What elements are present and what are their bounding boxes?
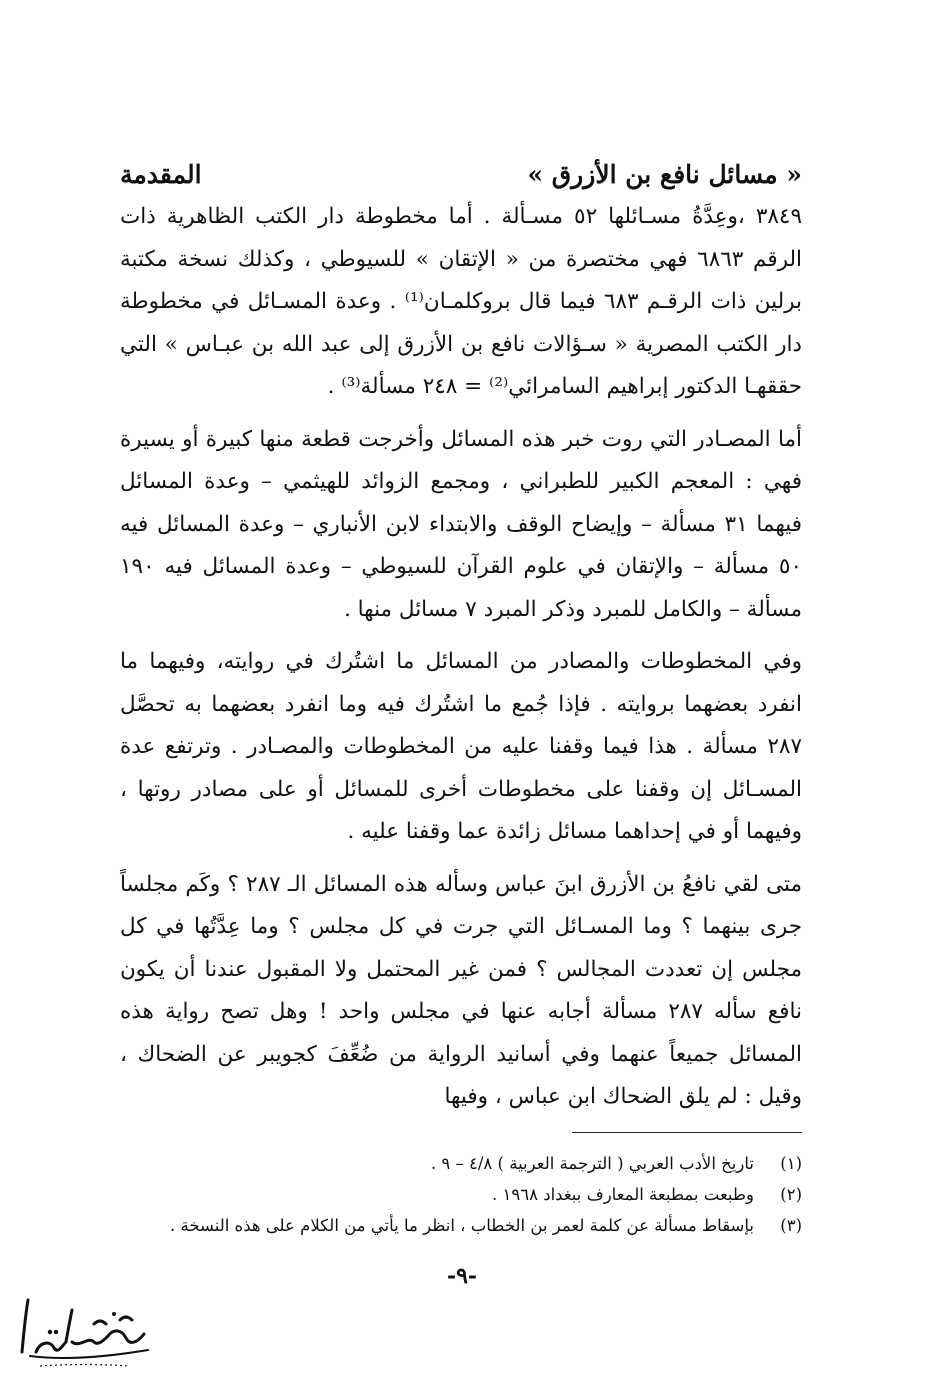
- footnote-text: بإسقاط مسألة عن كلمة لعمر بن الخطاب ، انظر ما يأتي من الكلام على هذه النسخة .: [170, 1216, 754, 1235]
- body-text: [120, 196, 802, 1119]
- footnote-text: وطبعت بمطبعة المعارف ببغداد ١٩٦٨ .: [492, 1185, 754, 1204]
- footnote-number: (٢): [780, 1185, 802, 1204]
- footnote-number: (٣): [780, 1216, 802, 1235]
- paragraph-3: وفي المخطوطات والمصادر من المسائل ما اشتُرك في روايته، وفيهما ما انفرد بعضهما بروايته . فإذا جُمع ما اشتُرك فيه وما انفرد بعضهما به تحصَّل ٢٨٧ مسألة . هذا فيما وقفنا عليه من المخطوطات والمصـادر . وترتفع عدة المسـائل إن وقفنا على مخطوطات أخرى للمسائل أو على مصادر روتها ، وفيهما أو في إحداهما مسائل زائدة عما وقفنا عليه .: [120, 649, 802, 844]
- footnotes: [120, 1148, 802, 1241]
- header-book-title: « مسائل نافع بن الأزرق »: [527, 159, 802, 189]
- footnote-number: (١): [780, 1154, 802, 1173]
- header-section: المقدمة: [120, 159, 202, 189]
- paragraph-2: أما المصـادر التي روت خبر هذه المسائل وأخرجت قطعة منها كبيرة أو يسيرة فهي : المعجم الكبير للطبراني ، ومجمع الزوائد للهيثمي – وعدة المسائل فيهما ٣١ مسألة – وإيضاح الوقف والابتداء لابن الأنباري – وعدة المسائل فيه ٥٠ مسألة – والإتقان في علوم القرآن للسيوطي – وعدة المسائل فيه ١٩٠ مسألة – والكامل للمبرد وذكر المبرد ٧ مسائل منها .: [120, 426, 803, 622]
- page-number: -٩-: [446, 1263, 478, 1289]
- footnote-3: [120, 1210, 802, 1241]
- handwritten-signature-stamp-icon: [10, 1290, 160, 1372]
- signature-stamp: [10, 1290, 160, 1372]
- footnote-text: تاريخ الأدب العربي ( الترجمة العربية ) ٤/٨ – ٩ .: [430, 1154, 754, 1173]
- footnote-1: [120, 1148, 802, 1179]
- running-header: [120, 152, 802, 196]
- footnote-2: [120, 1179, 802, 1210]
- paragraph-1: ٣٨٤٩ ،وعِدَّةُ مسـائلها ٥٢ مسـألة . أما مخطوطة دار الكتب الظاهرية ذات الرقم ٦٨٦٣ فهي مختصرة من « الإتقان » للسيوطي ، وكذلك نسخة مكتبة برلين ذات الرقـم ٦٨٣ فيما قال بروكلمـان⁽¹⁾ . وعدة المسـائل في مخطوطة دار الكتب المصرية « سـؤالات نافع بن الأزرق إلى عبد الله بن عبـاس » التي حققهـا الدكتور إبراهيم السامرائي⁽²⁾ = ٢٤٨ مسألة⁽³⁾ .: [120, 204, 803, 399]
- footnote-separator: [572, 1132, 802, 1133]
- paragraph-4: متى لقي نافعُ بن الأزرق ابنَ عباس وسأله هذه المسائل الـ ٢٨٧ ؟ وكَم مجلساً جرى بينهما ؟ وما المسـائل التي جرت في كل مجلس ؟ وما عِدَّتُها في كل مجلس إن تعددت المجالس ؟ فمن غير المحتمل ولا المقبول عندنا أن يكون نافع سأله ٢٨٧ مسألة أجابه عنها في مجلس واحد ! وهل تصح رواية هذه المسائل جميعاً عنهما وفي أسانيد الرواية من ضُعِّفَ كجويبر عن الضحاك ، وقيل : لم يلق الضحاك ابن عباس ، وفيها: [120, 871, 802, 1109]
